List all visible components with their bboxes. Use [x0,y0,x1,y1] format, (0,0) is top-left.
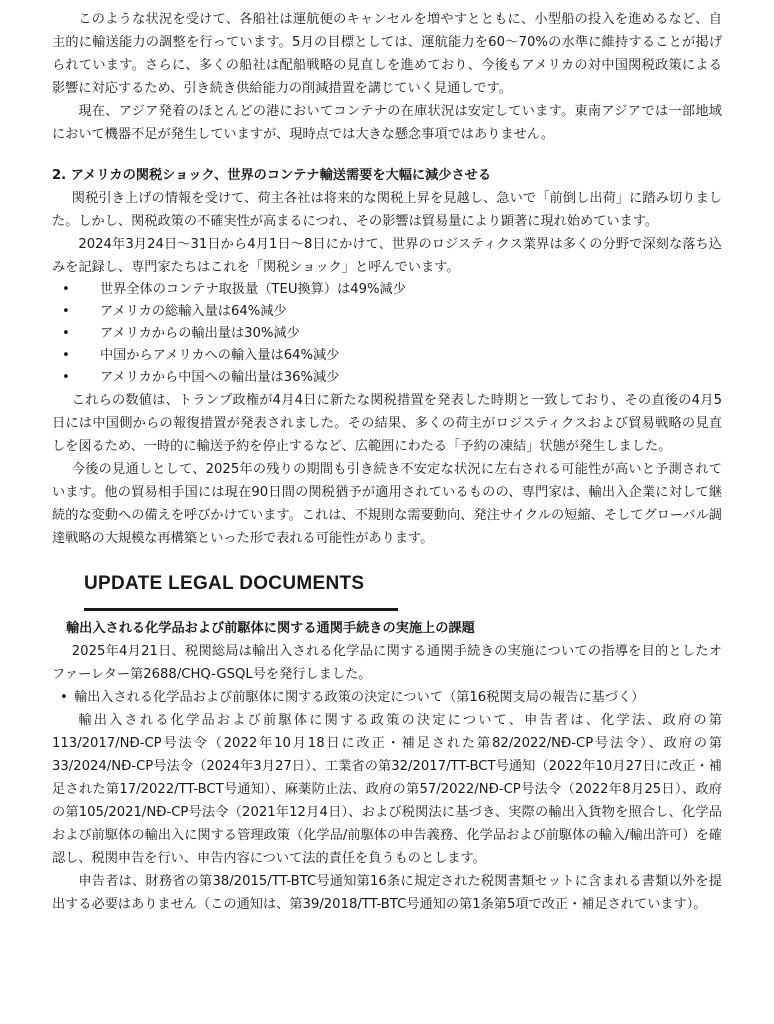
legal-section-header [84,572,722,611]
list-item: • 世界全体のコンテナ取扱量（TEU換算）は49%減少 [52,279,722,301]
paragraph: 申告者は、財務省の第38/2015/TT-BTC号通知第16条に規定された税関書類セットに含まれる書類以外を提出する必要はありません（この通知は、第39/2018/TT-BTC号通知の第1条第5項で改正・補足されています）。 [52,874,722,912]
spacer [52,146,722,164]
section-heading: 2. アメリカの関税ショック、世界のコンテナ輸送需要を大幅に減少させる [52,168,492,183]
paragraph: 2024年3月24日〜31日から4月1日〜8日にかけて、世界のロジスティクス業界は多くの分野で深刻な落ち込みを記録し、専門家たちはこれを「関税ショック」と呼んでいます。 [52,237,722,275]
paragraph: これらの数値は、トランプ政権が4月4日に新たな関税措置を発表した時期と一致しており、その直後の4月5日には中国側からの報復措置が発表されました。その結果、多くの荷主がロジスティクスおよび貿易戦略の見直しを図るため、一時的に輸送予約を停止するなど、広範囲にわたる「予約の凍結」状態が発生しました。 [52,393,722,454]
list-item: • アメリカの総輸入量は64%減少 [52,301,722,323]
list-item: • アメリカから中国への輸出量は36%減少 [52,367,722,389]
bullet-list [52,279,722,389]
paragraph: 2025年4月21日、税関総局は輸出入される化学品に関する通関手続きの実施についての指導を目的としたオファーレター第2688/CHQ-GSQL号を発行しました。 [52,644,722,682]
legal-section-title: UPDATE LEGAL DOCUMENTS [84,573,365,594]
paragraph: 関税引き上げの情報を受けて、荷主各社は将来的な関税上昇を見越し、急いで「前倒し出荷」に踏み切りました。しかし、関税政策の不確実性が高まるにつれ、その影響は貿易量により顕著に現れ始めています。 [52,191,722,229]
list-item: • 中国からアメリカへの輸入量は64%減少 [52,345,722,367]
paragraph: このような状況を受けて、各船社は運航便のキャンセルを増やすとともに、小型船の投入を進めるなど、自主的に輸送能力の調整を行っています。5月の目標としては、運航能力を60〜70%の水準に維持することが掲げられています。さらに、多くの船社は配船戦略の見直しを進めており、今後もアメリカの対中国関税政策による影響に対応するため、引き続き供給能力の削減措置を講じていく見通しです。 [52,12,723,96]
paragraph: 現在、アジア発着のほとんどの港においてコンテナの在庫状況は安定しています。東南アジアでは一部地域において機器不足が発生していますが、現時点では大きな懸念事項ではありません。 [52,104,722,142]
paragraph: 今後の見通しとして、2025年の残りの期間も引き続き不安定な状況に左右される可能性が高いと予測されています。他の貿易相手国には現在90日間の関税猶予が適用されているものの、専門家は、輸出入企業に対して継続的な変動への備えを呼びかけています。これは、不規則な需要動向、発注サイクルの短縮、そしてグローバル調達戦略の大規模な再構築といった形で表れる可能性があります。 [52,462,722,546]
list-item: • 輸出入される化学品および前駆体に関する政策の決定について（第16税関支局の報告に基づく） [52,686,722,709]
list-item: • アメリカからの輸出量は30%減少 [52,323,722,345]
title-underline [84,608,398,611]
bullet-list [52,686,722,709]
paragraph: 輸出入される化学品および前駆体に関する政策の決定について、申告者は、化学法、政府の第113/2017/NĐ-CP号法令（2022年10月18日に改正・補足された第82/2022/NĐ-CP号法令）、政府の第33/2024/NĐ-CP号法令（2024年3月27日）、工業省の第32/2017/TT-BCT号通知（2022年10月27日に改正・補足された第17/2022/TT-BCT号通知）、麻薬防止法、政府の第57/2022/NĐ-CP号法令（2022年8月25日）、政府の第105/2021/NĐ-CP号法令（2021年12月4日）、および税関法に基づき、実際の輸出入貨物を照合し、化学品および前駆体の輸出入に関する管理政策（化学品/前駆体の申告義務、化学品および前駆体の輸入/輸出許可）を確認し、税関申告を行い、申告内容について法的責任を負うものとします。 [52,713,722,866]
sub-heading: 輸出入される化学品および前駆体に関する通関手続きの実施上の課題 [66,621,475,636]
